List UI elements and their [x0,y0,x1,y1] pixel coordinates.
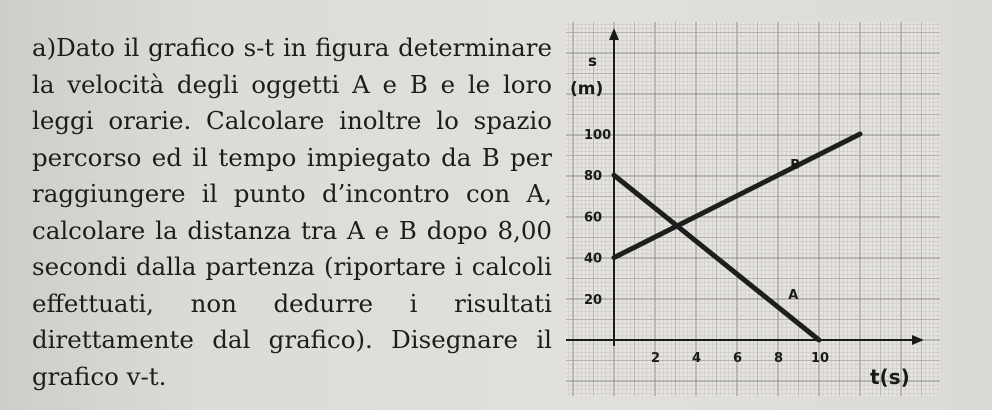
series-label-a: A [788,287,799,303]
problem-line: secondi dalla partenza (riportare i calcoli [32,252,552,281]
x-axis-label: t(s) [870,365,910,389]
y-tick-label: 80 [584,169,603,185]
s-t-graph [566,22,940,396]
series-label-b: B [790,158,801,174]
problem-line: raggiungere il punto d’incontro con A, [32,179,552,208]
problem-line: direttamente dal grafico). Disegnare il [32,325,552,354]
problem-line: percorso ed il tempo impiegato da B per [32,142,552,172]
y-axis-label-unit: (m) [570,79,604,99]
y-tick-label: 40 [584,251,603,267]
y-tick-label: 20 [584,292,603,308]
y-tick-label: 100 [584,128,612,143]
problem-line: a)Dato il grafico s-t in figura determinare [32,33,552,62]
x-tick-label: 8 [774,351,784,366]
x-tick-label: 10 [811,351,830,366]
problem-line: effettuati, non dedurre i risultati [32,288,552,318]
y-axis-label-symbol: s [588,52,597,70]
problem-line: leggi orarie. Calcolare inoltre lo spazio [32,106,552,135]
problem-line: la velocità degli oggetti A e B e le loro [32,69,552,99]
problem-line: calcolare la distanza tra A e B dopo 8,00 [32,215,552,245]
x-tick-label: 2 [651,351,661,366]
problem-line: grafico v-t. [32,361,167,391]
y-tick-label: 60 [584,210,603,226]
x-tick-label: 6 [733,351,743,366]
x-tick-label: 4 [692,351,702,366]
problem-text [32,30,552,395]
